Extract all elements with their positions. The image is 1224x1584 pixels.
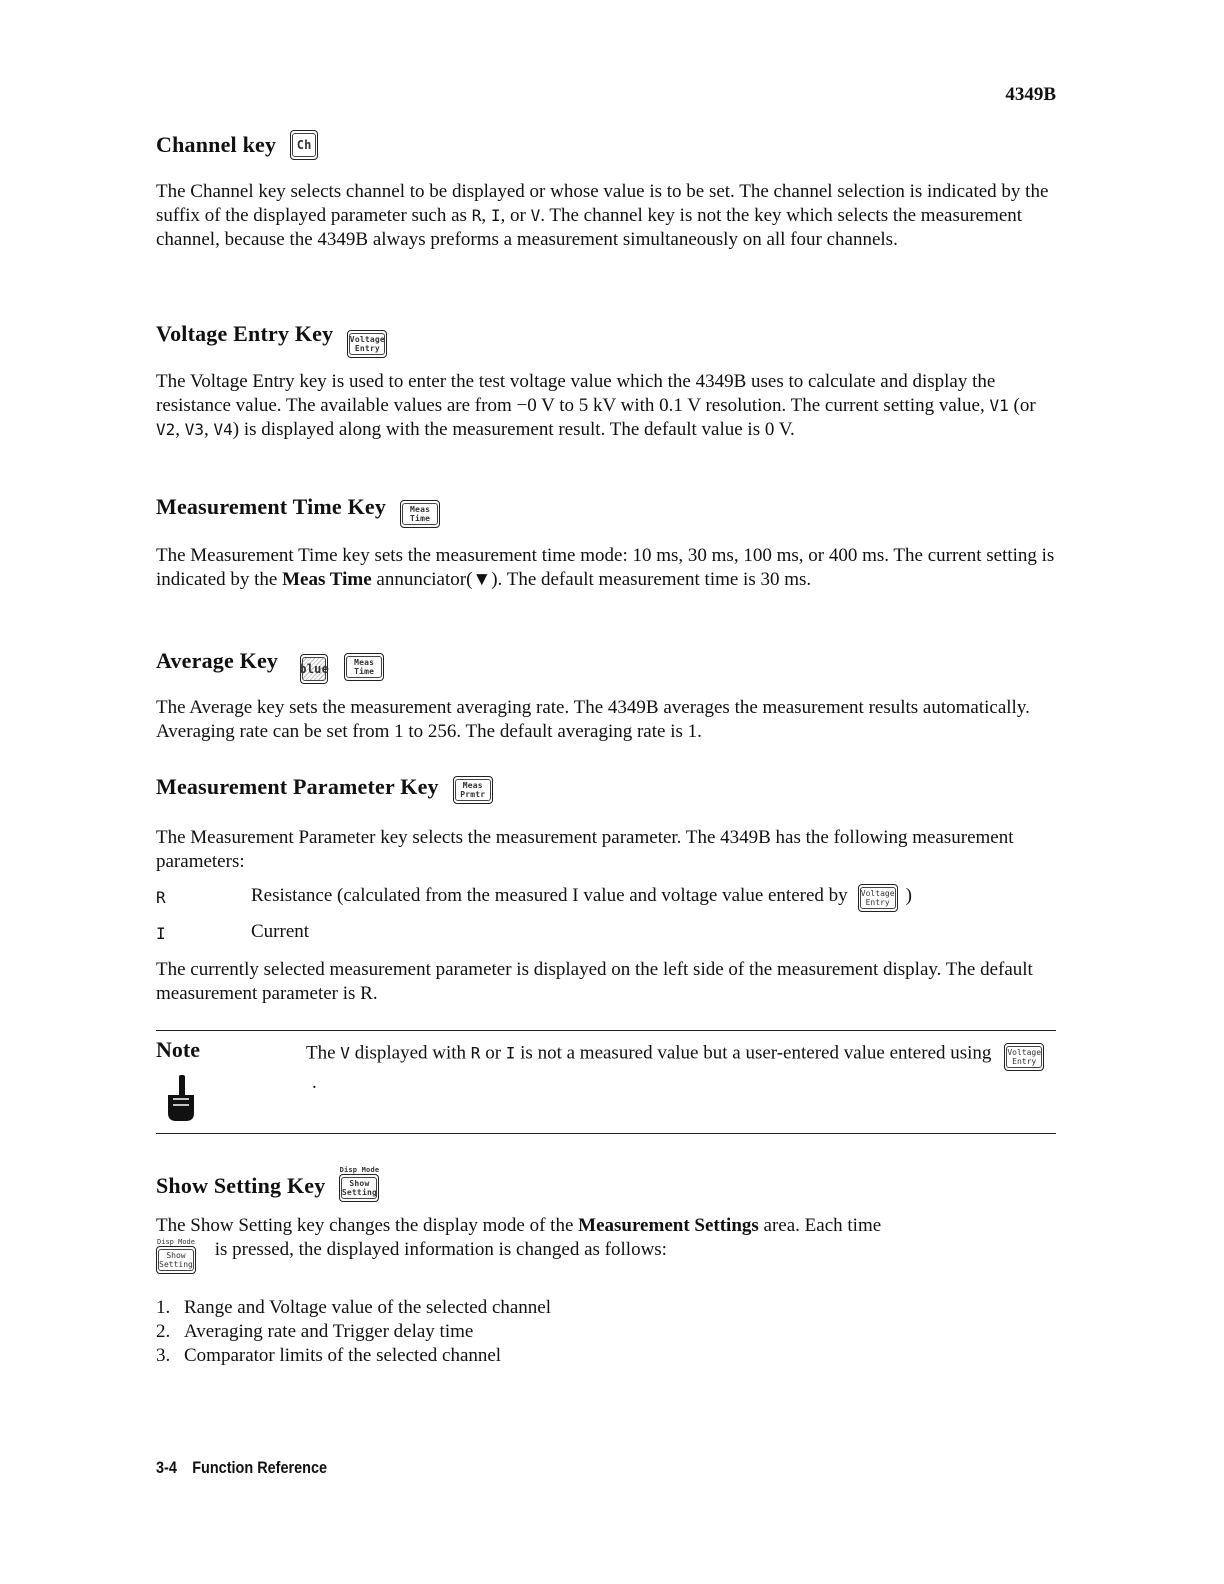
symbol-r: R (470, 1043, 481, 1063)
key-label: Meas (410, 505, 431, 514)
key-label: Voltage (860, 889, 895, 898)
parameter-row-r (156, 884, 1056, 912)
text: area. Each time (758, 1215, 882, 1236)
heading-text: Measurement Time Key (156, 494, 387, 519)
text: The Measurement Time key sets the measurement time mode: 10 ms, 30 ms, 100 ms, or 400 ms. The current setting is indicated by the (156, 545, 1055, 590)
key-label: Setting (341, 1188, 377, 1197)
section-heading (156, 130, 1056, 160)
heading-text: Voltage Entry Key (156, 321, 334, 346)
list-item (156, 1296, 1056, 1320)
display-mode-list (156, 1296, 1056, 1368)
list-number: 2. (156, 1321, 171, 1342)
measurement-settings-label: Measurement Settings (578, 1215, 759, 1236)
heading-text: Measurement Parameter Key (156, 774, 439, 799)
parameter-row-i (156, 920, 1056, 946)
blue-key-icon (300, 654, 328, 684)
key-shift-label: Disp Mode (339, 1166, 380, 1174)
text: . The channel key is not the key which selects the measurement channel, because the 4349B always preforms a measurement simultaneously on all four channels. (156, 205, 1023, 250)
note-text (306, 1037, 1046, 1094)
footer-section-title: Function Reference (192, 1458, 328, 1477)
text: , (481, 205, 491, 226)
running-head: 4349B (1005, 84, 1056, 105)
key-label: Setting (159, 1260, 193, 1269)
meas-time-key-icon (400, 500, 440, 528)
symbol-v1: V1 (989, 396, 1009, 415)
measurement-parameter-intro: The Measurement Parameter key selects the measurement parameter. The 4349B has the following measurement parameters: (156, 827, 1014, 872)
key-label: Time (410, 514, 431, 523)
list-number: 1. (156, 1297, 171, 1318)
parameter-description: Resistance (calculated from the measured I value and voltage value entered by (251, 885, 848, 906)
page-footer (156, 1458, 327, 1478)
measurement-time-section (156, 486, 1056, 592)
measurement-time-paragraph (156, 544, 1056, 592)
voltage-entry-key-icon (1004, 1043, 1044, 1071)
list-text: Averaging rate and Trigger delay time (184, 1321, 474, 1342)
symbol-v3: V3 (184, 420, 205, 439)
text: is pressed, the displayed information is changed as follows: (214, 1239, 667, 1260)
text: The Voltage Entry key is used to enter the test voltage value which the 4349B uses to calculate and display the resistance value. The available values are from −0 V to 5 kV with 0.1 V resolution. The current setting value, (156, 371, 996, 416)
symbol-v: V (530, 206, 541, 225)
text: The (306, 1042, 341, 1064)
key-label: Meas (462, 781, 483, 790)
key-shift-label: Disp Mode (157, 1238, 195, 1246)
text: , or (500, 205, 531, 226)
show-setting-paragraph (156, 1214, 1056, 1274)
symbol-i: I (505, 1043, 516, 1063)
key-label: Prmtr (460, 790, 486, 799)
text: is not a measured value but a user-entered value entered using (515, 1042, 992, 1064)
show-setting-key-icon (339, 1174, 379, 1202)
text: (or (1008, 395, 1036, 416)
show-setting-section (156, 1166, 1056, 1368)
channel-paragraph (156, 180, 1056, 252)
section-heading (156, 310, 1056, 358)
list-item (156, 1344, 1056, 1368)
text: ) is displayed along with the measurement result. The default value is 0 V. (232, 419, 795, 440)
text: , (175, 419, 185, 440)
symbol-i: I (490, 206, 501, 225)
key-label: Show (166, 1251, 186, 1260)
key-label: Show (349, 1179, 370, 1188)
key-label: Entry (865, 898, 890, 907)
channel-key-section (156, 130, 1056, 252)
voltage-entry-key-icon (347, 330, 387, 358)
parameter-symbol: R (156, 888, 166, 907)
text: The Show Setting key changes the display mode of the (156, 1215, 579, 1236)
pointing-hand-icon-graphic (164, 1073, 198, 1125)
average-paragraph: The Average key sets the measurement averaging rate. The 4349B averages the measurement results automatically. Averaging rate can be set from 1 to 256. The default averaging rate is 1. (156, 697, 1030, 742)
text: , (204, 419, 214, 440)
note-title: Note (156, 1037, 200, 1062)
ch-key-icon (290, 130, 318, 160)
heading-text: Average Key (156, 648, 279, 673)
voltage-entry-section (156, 310, 1056, 442)
meas-time-key-icon (344, 653, 384, 681)
meas-time-annunciator-label: Meas Time (282, 569, 372, 590)
pointing-hand-icon (164, 1073, 198, 1132)
section-heading (156, 486, 1056, 528)
show-setting-key-group (156, 1238, 196, 1274)
heading-text: Channel key (156, 132, 277, 157)
meas-prmtr-key-icon (453, 776, 493, 804)
page-number: 3-4 (156, 1458, 177, 1477)
list-text: Comparator limits of the selected channel (184, 1345, 502, 1366)
symbol-v: V (340, 1043, 350, 1063)
section-heading (156, 770, 1056, 804)
list-number: 3. (156, 1345, 171, 1366)
key-label: Voltage (349, 335, 385, 344)
key-label: Entry (354, 344, 380, 353)
voltage-entry-paragraph (156, 370, 1056, 442)
key-label: Meas (354, 658, 375, 667)
parameter-symbol: I (156, 924, 166, 943)
list-text: Range and Voltage value of the selected channel (184, 1297, 552, 1318)
text: annunciator(▼). The default measurement time is 30 ms. (371, 569, 812, 590)
symbol-r: R (471, 206, 482, 225)
voltage-entry-key-icon (858, 884, 898, 912)
text: ) (905, 885, 912, 906)
show-setting-key-group (339, 1166, 379, 1202)
key-label: Time (354, 667, 375, 676)
text: . (312, 1072, 317, 1093)
key-label: Ch (292, 133, 316, 157)
key-label: blue (302, 657, 326, 681)
text: The Channel key selects channel to be displayed or whose value is to be set. The channel selection is indicated by the suffix of the displayed parameter such as (156, 181, 1049, 226)
text: displayed with (349, 1042, 471, 1064)
measurement-parameter-outro: The currently selected measurement parameter is displayed on the left side of the measurement display. The default measurement parameter is R. (156, 959, 1033, 1004)
measurement-parameter-section (156, 770, 1056, 1006)
text: or (480, 1042, 506, 1064)
section-heading (156, 638, 1056, 684)
show-setting-key-icon (156, 1246, 196, 1274)
average-section (156, 638, 1056, 744)
parameter-description: Current (251, 921, 310, 942)
symbol-v2: V2 (156, 420, 176, 439)
heading-text: Show Setting Key (156, 1173, 326, 1198)
section-heading (156, 1166, 1056, 1202)
key-label: Entry (1012, 1057, 1037, 1066)
note-box (156, 1030, 1056, 1134)
list-item (156, 1320, 1056, 1344)
symbol-v4: V4 (213, 420, 233, 439)
key-label: Voltage (1007, 1048, 1042, 1057)
